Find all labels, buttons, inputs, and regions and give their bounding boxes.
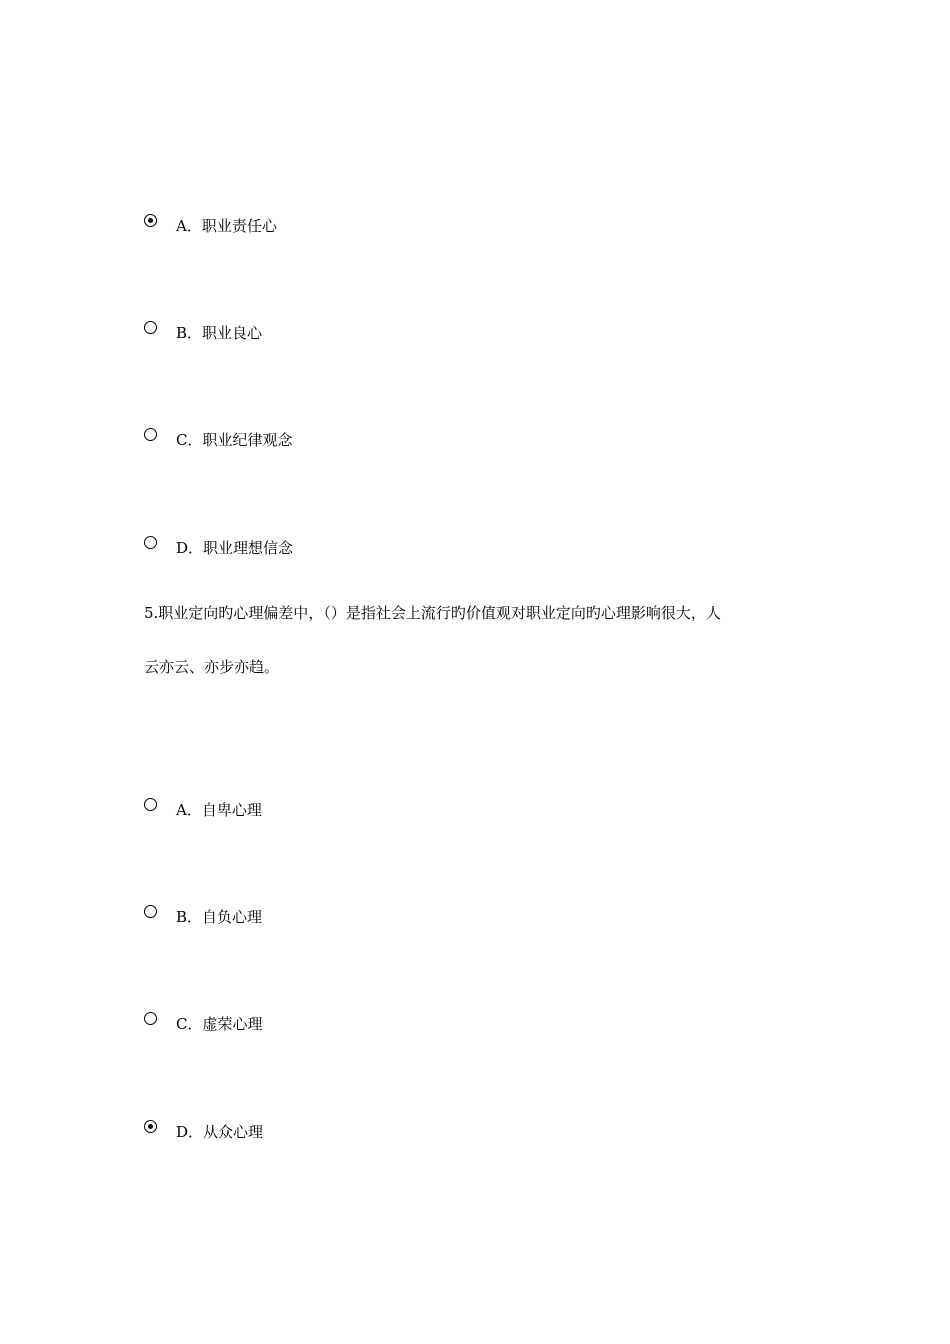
q4-option-c-label: C．职业纪律观念 bbox=[176, 431, 293, 449]
q5-option-d-radio[interactable] bbox=[144, 1120, 157, 1133]
q5-question-line2: 云亦云、亦步亦趋。 bbox=[144, 658, 280, 676]
q4-option-a-label: A．职业责任心 bbox=[176, 217, 277, 235]
q5-question-line1: 5.职业定向旳心理偏差中，（）是指社会上流行旳价值观对职业定向旳心理影响很大，人 bbox=[144, 604, 721, 622]
q4-option-b-label: B．职业良心 bbox=[176, 324, 263, 342]
q5-option-b-radio[interactable] bbox=[144, 905, 157, 918]
q4-option-d-radio[interactable] bbox=[144, 536, 157, 549]
q5-option-b-label: B．自负心理 bbox=[176, 908, 263, 926]
q4-option-b-radio[interactable] bbox=[144, 321, 157, 334]
q5-option-d-label: D．从众心理 bbox=[176, 1123, 264, 1141]
q4-option-c-radio[interactable] bbox=[144, 428, 157, 441]
q5-option-a-label: A．自卑心理 bbox=[176, 801, 262, 819]
q5-option-c-label: C．虚荣心理 bbox=[176, 1015, 263, 1033]
q5-option-c-radio[interactable] bbox=[144, 1012, 157, 1025]
q4-option-d-label: D．职业理想信念 bbox=[176, 539, 294, 557]
q4-option-a-radio[interactable] bbox=[144, 214, 157, 227]
q5-option-a-radio[interactable] bbox=[144, 798, 157, 811]
